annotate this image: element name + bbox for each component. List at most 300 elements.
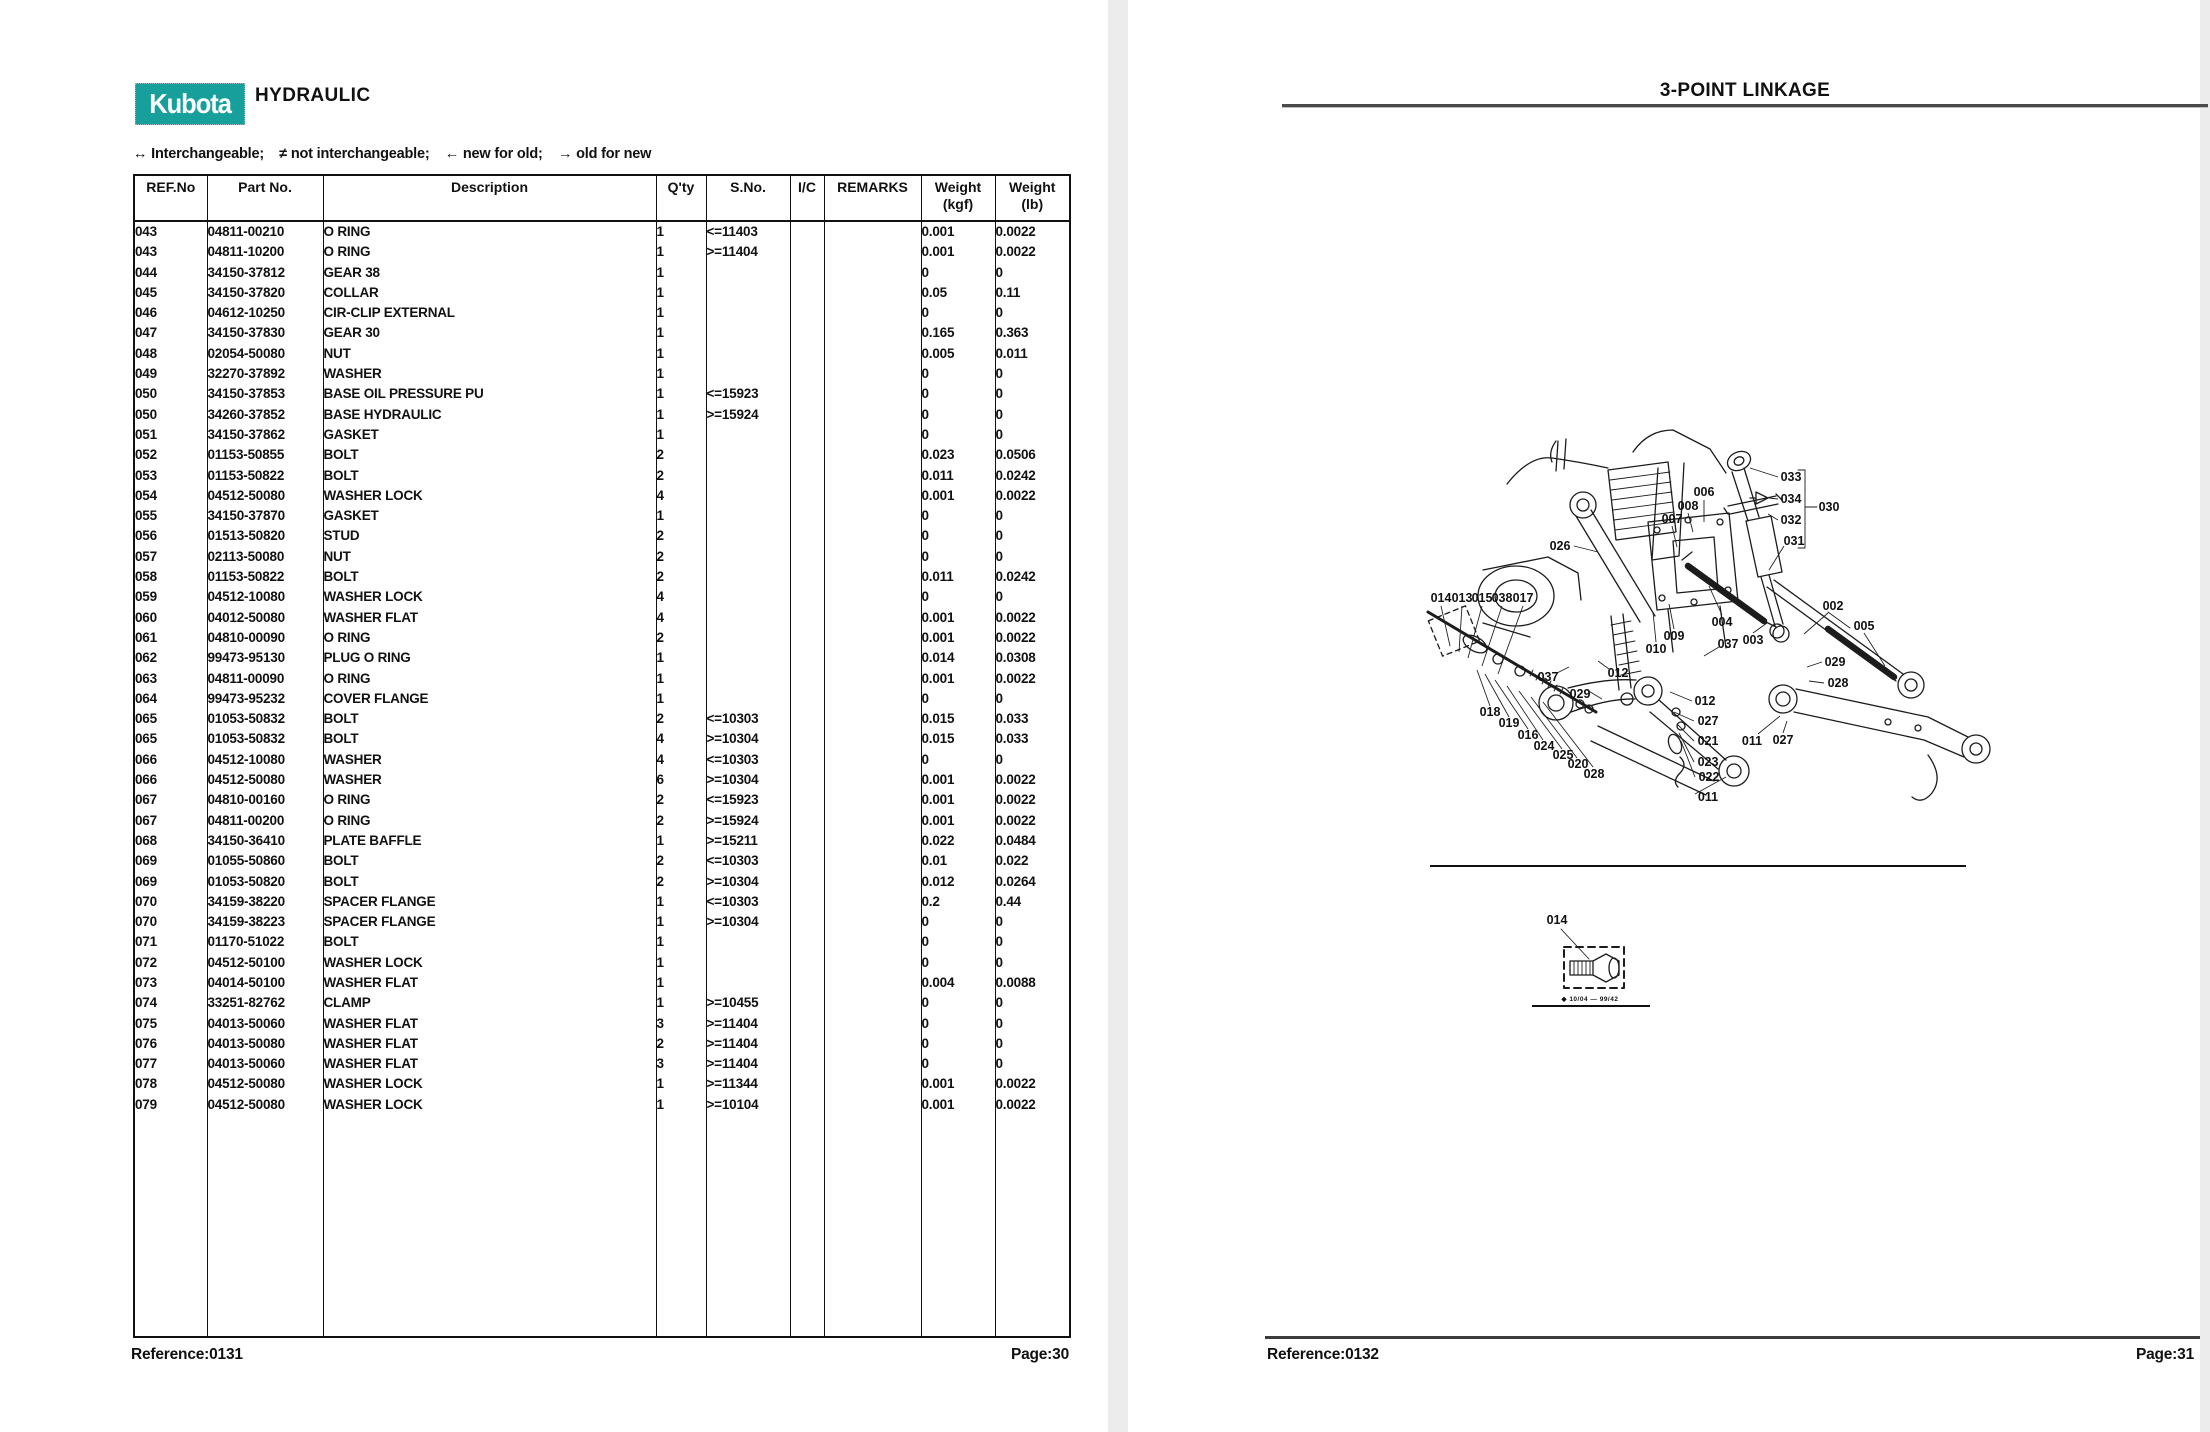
table-cell xyxy=(824,547,921,567)
table-cell: 04013-50060 xyxy=(207,1054,323,1074)
table-cell: 2 xyxy=(656,567,706,587)
table-row xyxy=(134,1074,1070,1094)
part-ref-label: 034 xyxy=(1780,492,1802,506)
table-cell xyxy=(790,242,824,262)
table-cell: 34150-37812 xyxy=(207,263,323,283)
table-row xyxy=(134,405,1070,425)
table-cell xyxy=(790,790,824,810)
part-ref-label: 016 xyxy=(1517,728,1539,742)
part-ref-label: 009 xyxy=(1663,629,1685,643)
parts-table-header-row xyxy=(134,175,1070,221)
table-cell: 056 xyxy=(134,526,207,546)
footer-page-number-right: Page:31 xyxy=(2135,1346,2194,1363)
table-cell: 0.033 xyxy=(995,729,1070,749)
table-cell xyxy=(790,384,824,404)
table-cell: 2 xyxy=(656,526,706,546)
table-cell: 052 xyxy=(134,445,207,465)
table-cell: 34150-37853 xyxy=(207,384,323,404)
table-cell: BOLT xyxy=(323,567,656,587)
table-cell: O RING xyxy=(323,790,656,810)
table-cell xyxy=(790,1054,824,1074)
table-row xyxy=(134,729,1070,749)
table-cell: WASHER xyxy=(323,364,656,384)
table-cell: 1 xyxy=(656,303,706,323)
table-cell xyxy=(790,506,824,526)
table-cell: 0.015 xyxy=(921,709,995,729)
table-cell: 0 xyxy=(921,425,995,445)
part-ref-label: 017 xyxy=(1512,591,1534,605)
table-cell xyxy=(790,729,824,749)
table-cell xyxy=(706,303,790,323)
table-cell: BOLT xyxy=(323,445,656,465)
table-cell: 068 xyxy=(134,831,207,851)
table-cell xyxy=(790,364,824,384)
table-cell: 062 xyxy=(134,648,207,668)
table-cell: 01055-50860 xyxy=(207,851,323,871)
table-cell xyxy=(706,628,790,648)
table-cell xyxy=(706,953,790,973)
table-row xyxy=(134,973,1070,993)
table-row xyxy=(134,1034,1070,1054)
table-cell: O RING xyxy=(323,669,656,689)
table-cell: 0.0506 xyxy=(995,445,1070,465)
table-cell xyxy=(824,344,921,364)
table-cell: >=10304 xyxy=(706,912,790,932)
table-cell: 057 xyxy=(134,547,207,567)
table-cell: 1 xyxy=(656,648,706,668)
table-cell: 051 xyxy=(134,425,207,445)
table-cell xyxy=(824,1095,921,1115)
table-cell: 04811-10200 xyxy=(207,242,323,262)
table-cell: WASHER FLAT xyxy=(323,1014,656,1034)
table-row xyxy=(134,303,1070,323)
part-ref-label: 011 xyxy=(1741,734,1763,748)
table-cell: 074 xyxy=(134,993,207,1013)
table-row xyxy=(134,547,1070,567)
table-cell: <=15923 xyxy=(706,384,790,404)
table-cell: 04012-50080 xyxy=(207,608,323,628)
table-cell: 0 xyxy=(995,1034,1070,1054)
table-row xyxy=(134,1014,1070,1034)
table-cell: 0.033 xyxy=(995,709,1070,729)
part-ref-label: 008 xyxy=(1677,499,1699,513)
part-ref-label: 012 xyxy=(1694,694,1716,708)
table-cell xyxy=(790,1115,824,1337)
part-ref-label: 014 xyxy=(1430,591,1452,605)
table-row xyxy=(134,263,1070,283)
bolt-detail-inset xyxy=(1561,929,1624,988)
table-cell xyxy=(790,283,824,303)
table-cell xyxy=(790,912,824,932)
table-cell: 0.0022 xyxy=(995,770,1070,790)
table-cell: 04811-00090 xyxy=(207,669,323,689)
table-cell: 0 xyxy=(995,526,1070,546)
part-ref-label: 038 xyxy=(1491,591,1513,605)
table-cell: <=10303 xyxy=(706,750,790,770)
table-cell xyxy=(790,851,824,871)
table-cell: 072 xyxy=(134,953,207,973)
table-cell: 04512-10080 xyxy=(207,587,323,607)
table-cell: 053 xyxy=(134,466,207,486)
table-cell: >=10304 xyxy=(706,770,790,790)
table-cell xyxy=(824,831,921,851)
table-cell: 1 xyxy=(656,1095,706,1115)
table-cell xyxy=(790,445,824,465)
part-ref-label: 018 xyxy=(1479,705,1501,719)
table-cell: 0.001 xyxy=(921,1074,995,1094)
table-row xyxy=(134,648,1070,668)
table-cell: <=15923 xyxy=(706,790,790,810)
table-cell: 0 xyxy=(995,425,1070,445)
table-cell: 01513-50820 xyxy=(207,526,323,546)
table-cell xyxy=(824,953,921,973)
table-row xyxy=(134,567,1070,587)
part-ref-label: 033 xyxy=(1780,470,1802,484)
table-cell: 34150-37862 xyxy=(207,425,323,445)
table-cell: 0.0242 xyxy=(995,466,1070,486)
table-cell: 1 xyxy=(656,953,706,973)
table-cell: 0.0484 xyxy=(995,831,1070,851)
table-cell xyxy=(824,567,921,587)
table-cell xyxy=(790,872,824,892)
table-row xyxy=(134,445,1070,465)
table-cell xyxy=(790,323,824,343)
table-cell: 1 xyxy=(656,669,706,689)
part-ref-label: 020 xyxy=(1567,757,1589,771)
table-cell: 0 xyxy=(995,547,1070,567)
table-cell: BOLT xyxy=(323,932,656,952)
table-cell xyxy=(824,526,921,546)
table-cell: >=11404 xyxy=(706,1014,790,1034)
table-cell: 0.014 xyxy=(921,648,995,668)
table-cell: 043 xyxy=(134,221,207,242)
table-cell: NUT xyxy=(323,344,656,364)
table-cell: 34260-37852 xyxy=(207,405,323,425)
table-cell xyxy=(706,669,790,689)
table-row xyxy=(134,425,1070,445)
table-cell xyxy=(706,587,790,607)
table-cell: 2 xyxy=(656,445,706,465)
table-cell xyxy=(824,993,921,1013)
table-cell xyxy=(706,486,790,506)
table-cell: 048 xyxy=(134,344,207,364)
part-ref-label: 003 xyxy=(1742,633,1764,647)
part-ref-label: 026 xyxy=(1549,539,1571,553)
table-row xyxy=(134,953,1070,973)
table-cell: O RING xyxy=(323,242,656,262)
table-cell: >=11344 xyxy=(706,1074,790,1094)
table-cell xyxy=(824,486,921,506)
table-cell: 070 xyxy=(134,912,207,932)
table-cell xyxy=(134,1115,207,1337)
table-cell: 99473-95130 xyxy=(207,648,323,668)
table-cell xyxy=(824,770,921,790)
table-cell: 0 xyxy=(921,912,995,932)
table-cell: 04013-50060 xyxy=(207,1014,323,1034)
part-ref-label: 022 xyxy=(1698,770,1720,784)
table-cell: 1 xyxy=(656,242,706,262)
table-cell: 99473-95232 xyxy=(207,689,323,709)
part-ref-label: 024 xyxy=(1533,739,1555,753)
table-cell: 065 xyxy=(134,729,207,749)
table-cell: 0 xyxy=(995,506,1070,526)
table-cell xyxy=(706,323,790,343)
table-cell: PLATE BAFFLE xyxy=(323,831,656,851)
page-gap xyxy=(1108,0,1128,1432)
kubota-logo xyxy=(135,83,245,125)
table-cell: 0 xyxy=(995,364,1070,384)
table-row xyxy=(134,872,1070,892)
table-cell xyxy=(790,669,824,689)
table-cell: WASHER LOCK xyxy=(323,587,656,607)
table-cell: GASKET xyxy=(323,506,656,526)
table-cell: 1 xyxy=(656,384,706,404)
table-row xyxy=(134,851,1070,871)
parts-table-body xyxy=(134,221,1070,1337)
table-row xyxy=(134,486,1070,506)
table-row xyxy=(134,283,1070,303)
column-header: I/C xyxy=(790,175,824,221)
table-cell: >=15211 xyxy=(706,831,790,851)
table-cell: 047 xyxy=(134,323,207,343)
table-cell xyxy=(824,263,921,283)
part-ref-label: 021 xyxy=(1697,734,1719,748)
part-ref-label: 029 xyxy=(1569,687,1591,701)
table-cell xyxy=(706,466,790,486)
table-cell: 0 xyxy=(995,953,1070,973)
column-header: REF.No xyxy=(134,175,207,221)
table-cell: 1 xyxy=(656,932,706,952)
part-ref-label: 010 xyxy=(1645,642,1667,656)
table-cell xyxy=(824,912,921,932)
part-ref-label: 037 xyxy=(1717,637,1739,651)
table-cell: GASKET xyxy=(323,425,656,445)
table-row xyxy=(134,344,1070,364)
table-cell xyxy=(790,405,824,425)
table-cell: 1 xyxy=(656,283,706,303)
table-cell xyxy=(790,689,824,709)
column-header: S.No. xyxy=(706,175,790,221)
table-cell: CIR-CLIP EXTERNAL xyxy=(323,303,656,323)
table-cell: 065 xyxy=(134,709,207,729)
part-ref-label: 019 xyxy=(1498,716,1520,730)
table-cell: 0 xyxy=(921,689,995,709)
table-cell: 0 xyxy=(995,384,1070,404)
table-cell: 0 xyxy=(995,750,1070,770)
table-row xyxy=(134,1095,1070,1115)
table-cell: 4 xyxy=(656,486,706,506)
column-header: Description xyxy=(323,175,656,221)
table-cell: 2 xyxy=(656,466,706,486)
table-cell xyxy=(790,770,824,790)
table-cell: 0 xyxy=(921,953,995,973)
table-cell: O RING xyxy=(323,811,656,831)
table-cell: 2 xyxy=(656,709,706,729)
table-cell xyxy=(706,526,790,546)
table-cell xyxy=(790,221,824,242)
table-cell: 34150-37820 xyxy=(207,283,323,303)
table-cell: 4 xyxy=(656,608,706,628)
table-cell: 1 xyxy=(656,1074,706,1094)
table-cell: 0.0022 xyxy=(995,811,1070,831)
table-cell: 33251-82762 xyxy=(207,993,323,1013)
table-cell xyxy=(790,831,824,851)
table-row xyxy=(134,892,1070,912)
table-cell: 4 xyxy=(656,587,706,607)
part-ref-label: 006 xyxy=(1693,485,1715,499)
table-cell: 0 xyxy=(995,1014,1070,1034)
table-cell: 04512-50080 xyxy=(207,486,323,506)
table-cell: 0.363 xyxy=(995,323,1070,343)
table-cell: 0.011 xyxy=(995,344,1070,364)
table-cell xyxy=(824,466,921,486)
table-cell: 02113-50080 xyxy=(207,547,323,567)
table-cell: 1 xyxy=(656,364,706,384)
table-row xyxy=(134,669,1070,689)
table-row xyxy=(134,364,1070,384)
table-cell: WASHER FLAT xyxy=(323,1054,656,1074)
table-cell: 01053-50832 xyxy=(207,709,323,729)
table-cell xyxy=(824,587,921,607)
table-cell xyxy=(824,689,921,709)
table-cell: 0.011 xyxy=(921,567,995,587)
table-cell: 4 xyxy=(656,750,706,770)
table-cell xyxy=(656,1115,706,1337)
parts-table xyxy=(133,174,1071,1338)
table-cell xyxy=(706,445,790,465)
table-cell xyxy=(824,323,921,343)
table-cell xyxy=(790,648,824,668)
footer-reference: Reference:0131 xyxy=(131,1346,243,1363)
part-ref-label: 023 xyxy=(1697,755,1719,769)
table-cell xyxy=(824,608,921,628)
table-cell: 0.0022 xyxy=(995,790,1070,810)
table-cell xyxy=(790,973,824,993)
linkage-diagram xyxy=(1128,0,2200,1432)
table-cell: 0.001 xyxy=(921,770,995,790)
table-cell: 04512-50080 xyxy=(207,770,323,790)
table-cell xyxy=(790,526,824,546)
table-cell: 1 xyxy=(656,344,706,364)
table-cell: 059 xyxy=(134,587,207,607)
table-cell: GEAR 30 xyxy=(323,323,656,343)
table-cell: 0.001 xyxy=(921,669,995,689)
table-cell: 0.001 xyxy=(921,242,995,262)
table-cell: 02054-50080 xyxy=(207,344,323,364)
part-ref-label: 027 xyxy=(1697,714,1719,728)
table-cell xyxy=(706,567,790,587)
table-cell: 0 xyxy=(995,263,1070,283)
table-cell: 0 xyxy=(921,750,995,770)
table-cell: 1 xyxy=(656,323,706,343)
table-cell: 04512-50080 xyxy=(207,1074,323,1094)
table-cell xyxy=(824,364,921,384)
table-cell xyxy=(824,303,921,323)
part-ref-label: 032 xyxy=(1780,513,1802,527)
table-cell: 04612-10250 xyxy=(207,303,323,323)
table-cell: 0 xyxy=(921,932,995,952)
table-cell: 0.001 xyxy=(921,628,995,648)
column-header: REMARKS xyxy=(824,175,921,221)
table-cell xyxy=(824,405,921,425)
table-cell: O RING xyxy=(323,221,656,242)
table-cell xyxy=(790,709,824,729)
table-row xyxy=(134,323,1070,343)
part-ref-label: 013 xyxy=(1451,591,1473,605)
table-cell: 066 xyxy=(134,750,207,770)
table-cell: >=15924 xyxy=(706,811,790,831)
table-cell xyxy=(323,1115,656,1337)
table-cell xyxy=(706,932,790,952)
table-cell: 0.165 xyxy=(921,323,995,343)
table-row xyxy=(134,384,1070,404)
page-title-right: 3-POINT LINKAGE xyxy=(1659,80,1831,101)
part-ref-label: 002 xyxy=(1822,599,1844,613)
table-cell xyxy=(790,567,824,587)
table-cell: 0 xyxy=(921,1014,995,1034)
table-cell: 054 xyxy=(134,486,207,506)
table-cell xyxy=(706,364,790,384)
part-ref-label: 015 xyxy=(1471,591,1493,605)
table-cell xyxy=(824,425,921,445)
table-cell xyxy=(824,669,921,689)
table-cell xyxy=(824,283,921,303)
table-cell: 1 xyxy=(656,892,706,912)
table-cell xyxy=(921,1115,995,1337)
table-row xyxy=(134,689,1070,709)
table-cell: 0.0264 xyxy=(995,872,1070,892)
table-cell xyxy=(706,263,790,283)
table-cell: 0.0022 xyxy=(995,608,1070,628)
table-cell: 075 xyxy=(134,1014,207,1034)
table-filler-row xyxy=(134,1115,1070,1337)
table-cell: 01053-50820 xyxy=(207,872,323,892)
table-cell xyxy=(706,973,790,993)
table-cell xyxy=(706,344,790,364)
table-cell xyxy=(790,750,824,770)
table-cell xyxy=(706,608,790,628)
table-cell: <=10303 xyxy=(706,892,790,912)
table-cell: 3 xyxy=(656,1054,706,1074)
table-cell xyxy=(706,506,790,526)
table-cell: 1 xyxy=(656,425,706,445)
table-cell: 050 xyxy=(134,405,207,425)
table-cell: 0 xyxy=(921,1054,995,1074)
table-cell: 064 xyxy=(134,689,207,709)
table-cell: WASHER xyxy=(323,770,656,790)
table-cell: 066 xyxy=(134,770,207,790)
table-cell: BOLT xyxy=(323,466,656,486)
table-cell: 04811-00200 xyxy=(207,811,323,831)
table-cell xyxy=(824,851,921,871)
table-cell xyxy=(706,648,790,668)
table-cell: 4 xyxy=(656,729,706,749)
table-cell: SPACER FLANGE xyxy=(323,892,656,912)
table-cell xyxy=(824,1115,921,1337)
table-cell: 0 xyxy=(995,689,1070,709)
table-cell: 6 xyxy=(656,770,706,790)
table-cell: 0 xyxy=(921,506,995,526)
table-cell: WASHER FLAT xyxy=(323,1034,656,1054)
table-cell xyxy=(824,1054,921,1074)
table-cell: 0.001 xyxy=(921,608,995,628)
table-cell: 0.023 xyxy=(921,445,995,465)
table-cell: PLUG O RING xyxy=(323,648,656,668)
table-cell xyxy=(824,384,921,404)
table-cell: 3 xyxy=(656,1014,706,1034)
table-cell xyxy=(706,283,790,303)
table-cell: >=10455 xyxy=(706,993,790,1013)
